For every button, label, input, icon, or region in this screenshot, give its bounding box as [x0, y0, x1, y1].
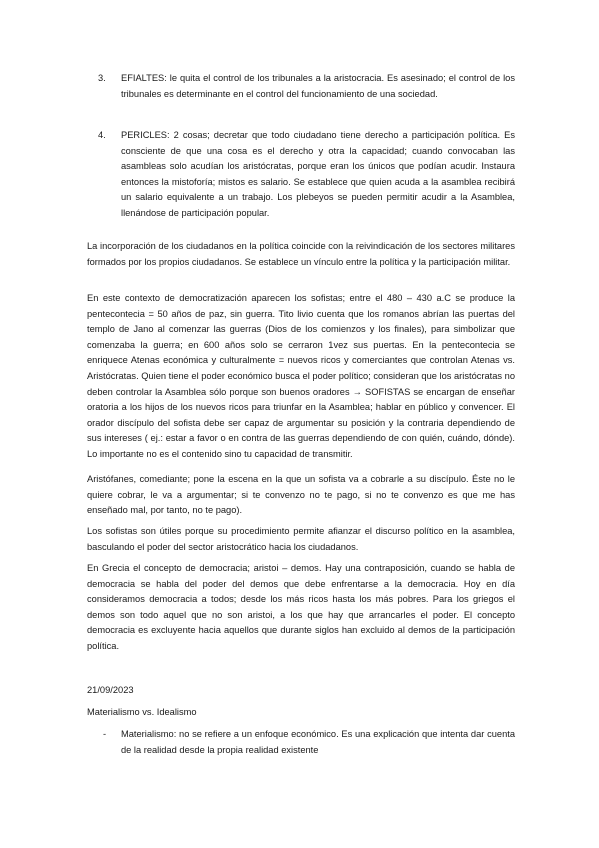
paragraph-aristofanes: Aristófanes, comediante; pone la escena en la que un sofista va a cobrarle a su discípulo. Éste no le quiere cobrar, le va a argumentar; si te convenzo no te pago, si no te convenzo es que me has enseñado mal, por tanto, no te pago). [87, 474, 515, 516]
list-item-text: PERICLES: 2 cosas; decretar que todo ciudadano tiene derecho a participación política. Es consciente de que una cosa es el derecho y otra la capacidad; cuando convocaban las asambleas solo acudían los aristócratas, porque eran los únicos que podían acudir. Instaura entonces la mistoforía; mistos es salario. Se establece que quien acuda a la asamblea recibirá un salario equivalente a un trabajo. Los plebeyos se pueden permitir acudir a la Asamblea, llenándose de participación popular. [121, 130, 515, 218]
bullet-mark: - [103, 729, 107, 739]
paragraph-incorporacion: La incorporación de los ciudadanos en la política coincide con la reivindicación de los sectores militares formados por los propios ciudadanos. Se establece un vínculo entre la política y la participación militar. [87, 241, 515, 267]
list-item-text: EFIALTES: le quita el control de los tribunales a la aristocracia. Es asesinado; el control de los tribunales es determinante en el control del funcionamiento de una sociedad. [121, 73, 515, 99]
bullet-text: Materialismo: no se refiere a un enfoque económico. Es una explicación que intenta dar cuenta de la realidad desde la propia realidad existente [121, 729, 515, 755]
paragraph-democracia: En Grecia el concepto de democracia; aristoi – demos. Hay una contraposición, cuando se habla de democracia se habla del poder del demos que debe enfrentarse a la democracia. Hoy en día consideramos democracia a todos; desde los más ricos hasta los más pobres. Para los griegos el demos son todo aquel que no son aristoi, a los que hay que arrancarles el poder. El concepto democracia es excluyente hacia aquellos que durante siglos han excluido al demos de la participación política. [87, 563, 515, 651]
list-item-pericles [98, 128, 515, 222]
list-number: 4. [98, 130, 106, 140]
paragraph-sofistas: En este contexto de democratización aparecen los sofistas; entre el 480 – 430 a.C se produce la pentecontecia = 50 años de paz, sin guerra. Tito livio cuenta que los romanos abrían las puertas del templo de Jano al comenzar las guerras (Dios de los comienzos y los finales), para simbolizar que comenzaba la guerra; en 600 años solo se cerraron 1vez sus puertas. En la pentecontecia se enriquece Atenas económica y culturalmente = nuevos ricos y comerciantes que controlan Atenas vs. Aristócratas. Quien tiene el poder económico busca el poder político; consideran que los aristócratas no deben controlar la Asamblea sólo porque son buenos oradores → SOFISTAS se encargan de enseñar oratoria a los hijos de los nuevos ricos para triunfar en la Asamblea; hablar en público y convencer. El orador discípulo del sofista debe ser capaz de argumentar su posición y la contraria dependiendo de sus intereses ( ej.: estar a favor o en contra de las guerras dependiendo de con quién, cuándo, dónde). Lo importante no es el contenido sino tu capacidad de transmitir. [87, 293, 515, 459]
section-title: Materialismo vs. Idealismo [87, 707, 197, 717]
paragraph-utilidad-sofistas: Los sofistas son útiles porque su procedimiento permite afianzar el discurso político en la asamblea, basculando el poder del sector aristocrático hacia los ciudadanos. [87, 526, 515, 552]
list-number: 3. [98, 73, 106, 83]
list-item-efialtes [98, 71, 515, 102]
bullet-item-materialismo [103, 727, 515, 758]
date-heading: 21/09/2023 [87, 685, 134, 695]
